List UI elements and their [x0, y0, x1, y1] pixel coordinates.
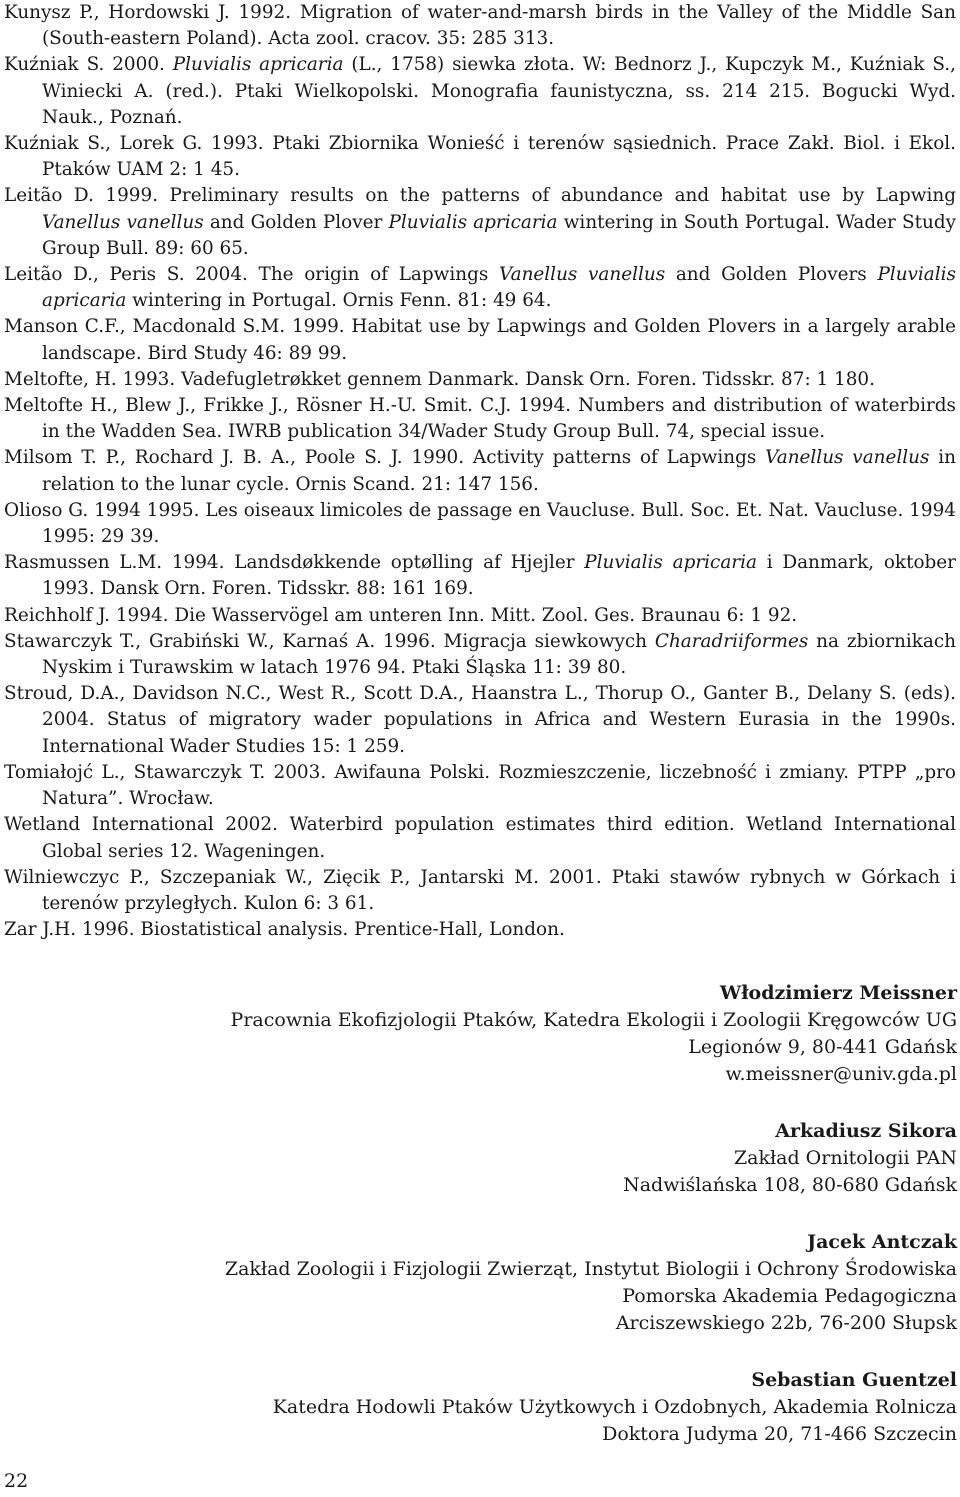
affiliation-line: Zakład Ornitologii PAN: [733, 1147, 957, 1169]
reference-entry: [4, 917, 956, 943]
reference-entry: [4, 183, 956, 262]
reference-text: Leitão D. 1999. Preliminary results on the patterns of abundance and habitat use by Lapwing: [4, 185, 956, 207]
reference-text: wintering in South Portugal. Wader Study Group Bull. 89: 60 65.: [42, 211, 956, 259]
affiliation-block: [0, 980, 957, 1088]
author-affiliations: [0, 980, 957, 1478]
page-number: 22: [4, 1470, 29, 1492]
reference-entry: [4, 393, 956, 445]
reference-italic-text: Pluvialis apricaria: [42, 264, 956, 312]
reference-text: Meltofte, H. 1993. Vadefugletrøkket gennem Danmark. Dansk Orn. Foren. Tidsskr. 87: 1 180.: [4, 368, 875, 390]
reference-text: and Golden Plovers: [665, 264, 878, 286]
affiliation-line: Doktora Judyma 20, 71-466 Szczecin: [602, 1423, 957, 1445]
reference-text: in relation to the lunar cycle. Ornis Scand. 21: 147 156.: [42, 447, 956, 495]
reference-entry: [4, 131, 956, 183]
reference-text: Tomiałojć L., Stawarczyk T. 2003. Awifauna Polski. Rozmieszczenie, liczebność i zmiany. PTPP „pro Natura”. Wrocław.: [4, 761, 956, 810]
reference-text: wintering in Portugal. Ornis Fenn. 81: 49 64.: [126, 290, 552, 312]
affiliation-line: Katedra Hodowli Ptaków Użytkowych i Ozdobnych, Akademia Rolnicza: [272, 1396, 957, 1418]
reference-text: na zbiornikach Nyskim i Turawskim w latach 1976 94. Ptaki Śląska 11: 39 80.: [42, 630, 957, 679]
reference-entry: [4, 498, 956, 550]
reference-entry: [4, 262, 956, 314]
reference-entry: [4, 865, 956, 917]
reference-entry: [4, 445, 956, 497]
author-name: Sebastian Guentzel: [751, 1369, 957, 1391]
reference-entry: [4, 760, 956, 812]
affiliation-block: [0, 1118, 957, 1199]
reference-text: and Golden Plover: [203, 211, 389, 233]
affiliation-line: w.meissner@univ.gda.pl: [725, 1063, 957, 1085]
reference-italic-text: Pluvialis apricaria: [388, 211, 558, 233]
reference-text: Meltofte H., Blew J., Frikke J., Rösner H.-U. Smit. C.J. 1994. Numbers and distribution of waterbirds in the Wadden Sea. IWRB publication 34/Wader Study Group Bull. 74, special issue.: [4, 395, 956, 443]
reference-italic-text: Charadriiformes: [654, 630, 809, 652]
author-name: Arkadiusz Sikora: [775, 1120, 957, 1142]
reference-italic-text: Pluvialis apricaria: [584, 552, 757, 574]
affiliation-line: Arciszewskiego 22b, 76-200 Słupsk: [615, 1312, 957, 1334]
reference-text: Zar J.H. 1996. Biostatistical analysis. Prentice-Hall, London.: [4, 919, 565, 941]
reference-text: Reichholf J. 1994. Die Wasservögel am unteren Inn. Mitt. Zool. Ges. Braunau 6: 1 92.: [4, 604, 798, 626]
reference-italic-text: Vanellus vanellus: [765, 447, 930, 469]
author-name: Włodzimierz Meissner: [719, 982, 957, 1004]
reference-text: Kuźniak S., Lorek G. 1993. Ptaki Zbiornika Wonieść i terenów sąsiednich. Prace Zakł. Biol. i Ekol. Ptaków UAM 2: 1 45.: [4, 133, 956, 181]
author-name: Jacek Antczak: [807, 1231, 957, 1253]
reference-text: Kunysz P., Hordowski J. 1992. Migration of water-and-marsh birds in the Valley of the Middle San (South-eastern Poland). Acta zool. cracov. 35: 285 313.: [4, 2, 956, 50]
reference-entry: [4, 367, 956, 393]
reference-entry: [4, 681, 956, 760]
reference-text: Manson C.F., Macdonald S.M. 1999. Habitat use by Lapwings and Golden Plovers in a largely arable landscape. Bird Study 46: 89 99.: [4, 316, 956, 364]
reference-entry: [4, 0, 956, 52]
affiliation-line: Zakład Zoologii i Fizjologii Zwierząt, Instytut Biologii i Ochrony Środowiska: [224, 1258, 957, 1280]
reference-italic-text: Vanellus vanellus: [42, 211, 204, 233]
reference-entry: [4, 629, 956, 681]
reference-text: Wetland International 2002. Waterbird population estimates third edition. Wetland International Global series 12. Wageningen.: [4, 814, 956, 862]
reference-entry: [4, 52, 956, 131]
reference-text: (L., 1758) siewka złota. W: Bednorz J., Kupczyk M., Kuźniak S., Winiecki A. (red.). Ptaki Wielkopolski. Monografia faunistyczna, ss. 214 215. Bogucki Wyd. Nauk., Poznań.: [42, 54, 956, 128]
reference-text: i Danmark, oktober 1993. Dansk Orn. Foren. Tidsskr. 88: 161 169.: [42, 552, 956, 600]
reference-text: Stroud, D.A., Davidson N.C., West R., Scott D.A., Haanstra L., Thorup O., Ganter B., Delany S. (eds). 2004. Status of migratory wader populations in Africa and Western Eurasia in the 1990s. International Wader Studies 15: 1 259.: [4, 683, 956, 757]
affiliation-line: Legionów 9, 80-441 Gdańsk: [688, 1036, 957, 1058]
affiliation-line: Pomorska Akademia Pedagogiczna: [622, 1285, 957, 1307]
reference-entry: [4, 314, 956, 366]
reference-text: Stawarczyk T., Grabiński W., Karnaś A. 1996. Migracja siewkowych: [4, 630, 655, 652]
reference-text: Olioso G. 1994 1995. Les oiseaux limicoles de passage en Vaucluse. Bull. Soc. Et. Nat. Vaucluse. 1994 1995: 29 39.: [4, 499, 956, 548]
reference-text: Wilniewczyc P., Szczepaniak W., Zięcik P., Jantarski M. 2001. Ptaki stawów rybnych w Górkach i terenów przyległych. Kulon 6: 3 61.: [4, 866, 956, 914]
affiliation-line: Pracownia Ekofizjologii Ptaków, Katedra Ekologii i Zoologii Kręgowców UG: [230, 1009, 957, 1031]
affiliation-block: [0, 1367, 957, 1448]
reference-text: Milsom T. P., Rochard J. B. A., Poole S. J. 1990. Activity patterns of Lapwings: [4, 447, 766, 469]
reference-entry: [4, 550, 956, 602]
reference-text: Rasmussen L.M. 1994. Landsdøkkende optølling af Hjejler: [4, 552, 585, 574]
reference-entry: [4, 812, 956, 864]
affiliation-line: Nadwiślańska 108, 80-680 Gdańsk: [623, 1174, 957, 1196]
reference-italic-text: Pluvialis apricaria: [172, 54, 344, 76]
affiliation-block: [0, 1229, 957, 1337]
reference-italic-text: Vanellus vanellus: [499, 264, 666, 286]
reference-entry: [4, 603, 956, 629]
reference-text: Kuźniak S. 2000.: [4, 54, 173, 76]
reference-text: Leitão D., Peris S. 2004. The origin of Lapwings: [4, 264, 500, 286]
